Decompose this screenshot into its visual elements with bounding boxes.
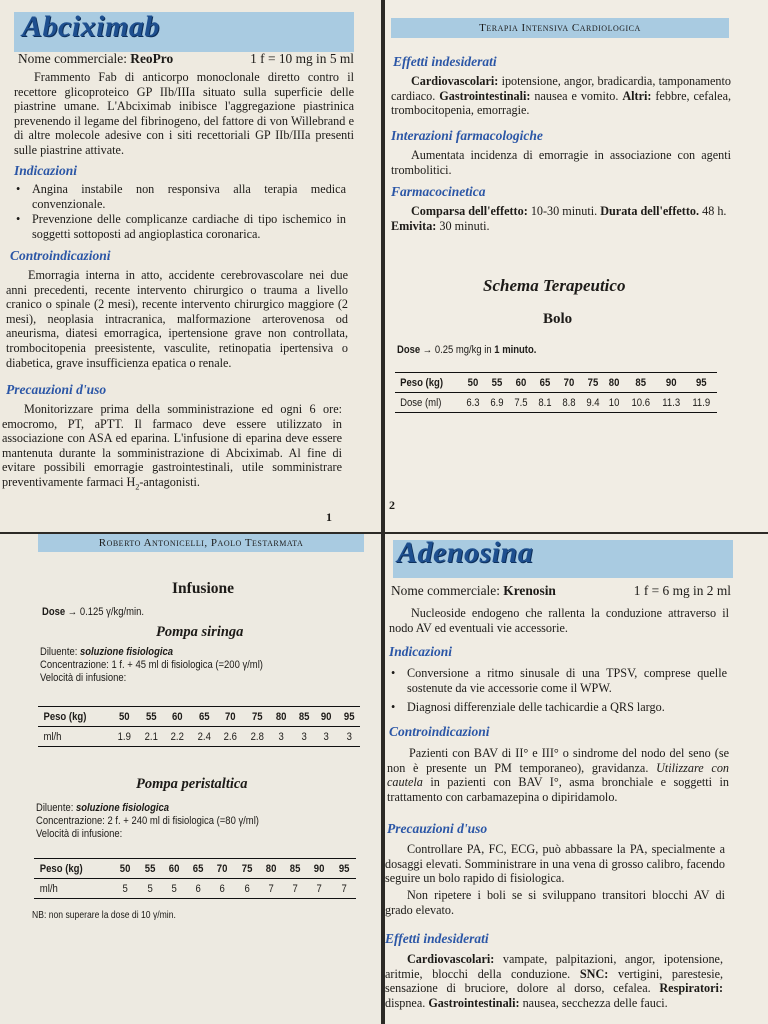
rate-cell: 7 — [333, 879, 355, 899]
rate-cell: 3 — [272, 727, 292, 747]
section-title-indications: Indicazioni — [389, 644, 453, 659]
table-header-cell: Dose (ml) — [398, 393, 457, 413]
rate-cell: 7 — [309, 879, 331, 899]
table-row — [38, 707, 360, 727]
page-number: 1 — [326, 510, 332, 524]
weight-cell: 65 — [534, 373, 556, 393]
syringe-diluent: Diluente: soluzione fisiologica — [40, 646, 174, 658]
weight-cell: 80 — [260, 859, 282, 879]
rate-cell: 2.1 — [139, 727, 163, 747]
section-title-side-effects: Effetti indesiderati — [385, 931, 489, 946]
trade-name-line: Nome commerciale: Krenosin 1 f = 6 mg in 2 ml — [391, 583, 731, 598]
dose-cell: 6.3 — [462, 393, 484, 413]
contraindications-text: Pazienti con BAV di II° e III° o sindrome del nodo del seno (se non è presente un PM temporaneo), gravidanza. Utilizzare con cautela in pazienti con BAV I°, asma bronchiale e soggetti in trattamento con carbamazepina o dipiridamolo. — [387, 746, 730, 804]
dose-cell: 6.9 — [486, 393, 508, 413]
indication-item: • Prevenzione delle complicanze cardiache di tipo ischemico in soggetti sottoposti ad angioplastica coronarica. — [32, 212, 346, 241]
weight-cell: 75 — [236, 859, 258, 879]
peristaltic-speed-label: Velocità di infusione: — [36, 828, 123, 840]
pharmacokinetics-text: Comparsa dell'effetto: 10-30 minuti. Durata dell'effetto. 48 h. Emivita: 30 minuti. — [391, 204, 727, 233]
peristaltic-concentration: Concentrazione: 2 f. + 240 ml di fisiologica (=80 γ/ml) — [36, 815, 259, 827]
peristaltic-pump-title: Pompa peristaltica — [136, 776, 248, 792]
weight-cell: 60 — [510, 373, 532, 393]
peristaltic-pump-table — [34, 858, 356, 899]
section-title-contraindications: Controindicazioni — [389, 724, 490, 739]
weight-cell: 90 — [658, 373, 685, 393]
section-title-side-effects: Effetti indesiderati — [393, 54, 497, 69]
precautions-text: Non ripetere i boli se si sviluppano transitori blocchi AV di grado elevato. — [385, 888, 725, 917]
rate-cell: 5 — [163, 879, 185, 899]
precautions-text: Monitorizzare prima della somministrazione ed ogni 6 ore: emocromo, PT, aPTT. Il farmaco deve essere utilizzato in associazione con ASA ed eparina. L'infusione di eparina deve essere mantenuta durante la somministrazione di Abciximab. Al fine di evitare possibili emorragie gastrointestinali, utile somministrare preventivamente farmaci $H_2$-antagonisti. — [2, 402, 342, 492]
bolus-dose-line: Dose → 0.25 mg/kg in 1 minuto. — [397, 344, 537, 356]
dose-cell: 11.3 — [658, 393, 685, 413]
dose-cell: 11.9 — [688, 393, 715, 413]
weight-cell: 70 — [212, 859, 234, 879]
side-effects-text: Cardiovascolari: vampate, palpitazioni, angor, ipotensione, aritmie, blocchi della conduzione. SNC: vertigini, parestesie, sensazione di bruciore, dolore al dorso, cefalea. Respiratori: dispnea. Gastrointestinali: nausea, secchezza delle fauci. — [385, 952, 724, 1010]
rate-cell: 6 — [236, 879, 258, 899]
dose-cell: 9.4 — [582, 393, 604, 413]
dose-cell: 10 — [605, 393, 623, 413]
indication-item: • Conversione a ritmo sinusale di una TPSV, comprese quelle sostenute da vie accessorie come il WPW. — [407, 666, 727, 695]
infusion-dose-line: Dose → 0.125 γ/kg/min. — [42, 606, 145, 618]
rate-cell: 2.8 — [245, 727, 269, 747]
rate-cell: 1.9 — [113, 727, 137, 747]
rate-cell: 3 — [294, 727, 314, 747]
rate-cell: 6 — [187, 879, 209, 899]
syringe-pump-title: Pompa siringa — [156, 624, 244, 640]
weight-cell: 95 — [688, 373, 715, 393]
infusion-title: Infusione — [172, 580, 235, 597]
table-row — [34, 879, 356, 899]
rate-cell: 5 — [139, 879, 161, 899]
table-header-cell: ml/h — [38, 879, 109, 899]
therapeutic-scheme-title: Schema Terapeutico — [483, 276, 626, 295]
dose-limit-note: NB: non superare la dose di 10 γ/min. — [32, 910, 176, 921]
rate-cell: 2.4 — [192, 727, 216, 747]
section-title-precautions: Precauzioni d'uso — [6, 382, 107, 397]
weight-cell: 50 — [113, 707, 137, 727]
rate-cell: 7 — [260, 879, 282, 899]
weight-cell: 60 — [163, 859, 185, 879]
drug-title: Adenosina — [397, 536, 534, 569]
table-header-cell: Peso (kg) — [38, 859, 109, 879]
weight-cell: 80 — [605, 373, 623, 393]
table-row — [395, 393, 717, 413]
syringe-concentration: Concentrazione: 1 f. + 45 ml di fisiologica (=200 γ/ml) — [40, 659, 263, 671]
weight-cell: 75 — [245, 707, 269, 727]
weight-cell: 70 — [558, 373, 580, 393]
bolus-title: Bolo — [543, 311, 573, 327]
weight-cell: 85 — [284, 859, 306, 879]
bolus-dose-table — [395, 372, 717, 413]
running-header: Terapia Intensiva Cardiologica — [391, 18, 729, 38]
rate-cell: 2.6 — [219, 727, 243, 747]
dose-cell: 10.6 — [626, 393, 654, 413]
weight-cell: 75 — [582, 373, 604, 393]
drug-description: Frammento Fab di anticorpo monoclonale diretto contro il recettore glicoproteico GP IIb/IIIa situato sulla superficie delle piastrine umane. L'Abciximab inibisce l'aggregazione piastrinica prevenendo il legame del fibrinogeno, del fattore di von Willebrand e di altre molecole adesive con i siti recettoriali GP IIb/IIIa presenti sulle piastrine attivate. — [14, 70, 354, 157]
page-1 — [0, 0, 381, 532]
table-row — [34, 859, 356, 879]
weight-cell: 55 — [139, 859, 161, 879]
section-title-precautions: Precauzioni d'uso — [387, 821, 488, 836]
weight-cell: 50 — [462, 373, 484, 393]
section-title-contraindications: Controindicazioni — [10, 248, 111, 263]
drug-description: Nucleoside endogeno che rallenta la conduzione attraverso il nodo AV ed eventuali vie accessorie. — [389, 606, 729, 635]
trade-name-line: Nome commerciale: ReoPro 1 f = 10 mg in 5 ml — [18, 51, 354, 66]
weight-cell: 95 — [333, 859, 355, 879]
section-title-pharmacokinetics: Farmacocinetica — [391, 184, 486, 199]
weight-cell: 85 — [294, 707, 314, 727]
dose-cell: 7.5 — [510, 393, 532, 413]
rate-cell: 3 — [339, 727, 359, 747]
running-header: Roberto Antonicelli, Paolo Testarmata — [38, 534, 364, 552]
weight-cell: 70 — [219, 707, 243, 727]
dose-cell: 8.8 — [558, 393, 580, 413]
syringe-speed-label: Velocità di infusione: — [40, 672, 127, 684]
page-4 — [385, 534, 768, 1024]
page-3 — [0, 534, 381, 1024]
rate-cell: 7 — [284, 879, 306, 899]
precautions-text: Controllare PA, FC, ECG, può abbassare la PA, specialmente a dosaggi elevati. Somministrare in una vena di grosso calibro, facendo seguire un bolo rapido di fisiologica. — [385, 842, 725, 886]
page-2 — [385, 0, 768, 532]
indication-item: • Diagnosi differenziale delle tachicardie a QRS largo. — [407, 700, 727, 715]
peristaltic-diluent: Diluente: soluzione fisiologica — [36, 802, 170, 814]
table-header-cell: ml/h — [42, 727, 108, 747]
section-title-interactions: Interazioni farmacologiche — [391, 128, 543, 143]
indication-item: • Angina instabile non responsiva alla terapia medica convenzionale. — [32, 182, 346, 211]
drug-title: Abciximab — [22, 10, 160, 43]
side-effects-text: Cardiovascolari: ipotensione, angor, bradicardia, tamponamento cardiaco. Gastrointestinali: nausea e vomito. Altri: febbre, cefalea, trombocitopenia, emorragie. — [391, 74, 732, 118]
rate-cell: 5 — [115, 879, 137, 899]
syringe-pump-table — [38, 706, 360, 747]
table-row — [395, 373, 717, 393]
rate-cell: 2.2 — [166, 727, 190, 747]
section-title-indications: Indicazioni — [14, 163, 78, 178]
weight-cell: 55 — [486, 373, 508, 393]
interactions-text: Aumentata incidenza di emorragie in associazione con agenti trombolitici. — [391, 148, 731, 177]
weight-cell: 65 — [187, 859, 209, 879]
weight-cell: 85 — [626, 373, 654, 393]
weight-cell: 80 — [272, 707, 292, 727]
weight-cell: 95 — [339, 707, 359, 727]
page-number: 2 — [389, 498, 395, 512]
rate-cell: 6 — [212, 879, 234, 899]
table-header-cell: Peso (kg) — [398, 373, 457, 393]
table-row — [38, 727, 360, 747]
weight-cell: 55 — [139, 707, 163, 727]
contraindications-text: Emorragia interna in atto, accidente cerebrovascolare nei due anni precedenti, recente intervento chirurgico o trauma a livello cranico o spinale (2 mesi), recente intervento chirurgico maggiore (2 mesi), neoplasia intracranica, malformazione arterovenosa od aneurisma, diatesi emorragica, ipertensione grave non controllata, trombocitopenia preesistente, vasculite, retinopatia ipertensiva o diabetica, grave insufficienza epatica o renale. — [6, 268, 348, 370]
dose-cell: 8.1 — [534, 393, 556, 413]
rate-cell: 3 — [316, 727, 336, 747]
weight-cell: 90 — [316, 707, 336, 727]
weight-cell: 90 — [309, 859, 331, 879]
table-header-cell: Peso (kg) — [42, 707, 108, 727]
weight-cell: 60 — [166, 707, 190, 727]
weight-cell: 50 — [115, 859, 137, 879]
weight-cell: 65 — [192, 707, 216, 727]
